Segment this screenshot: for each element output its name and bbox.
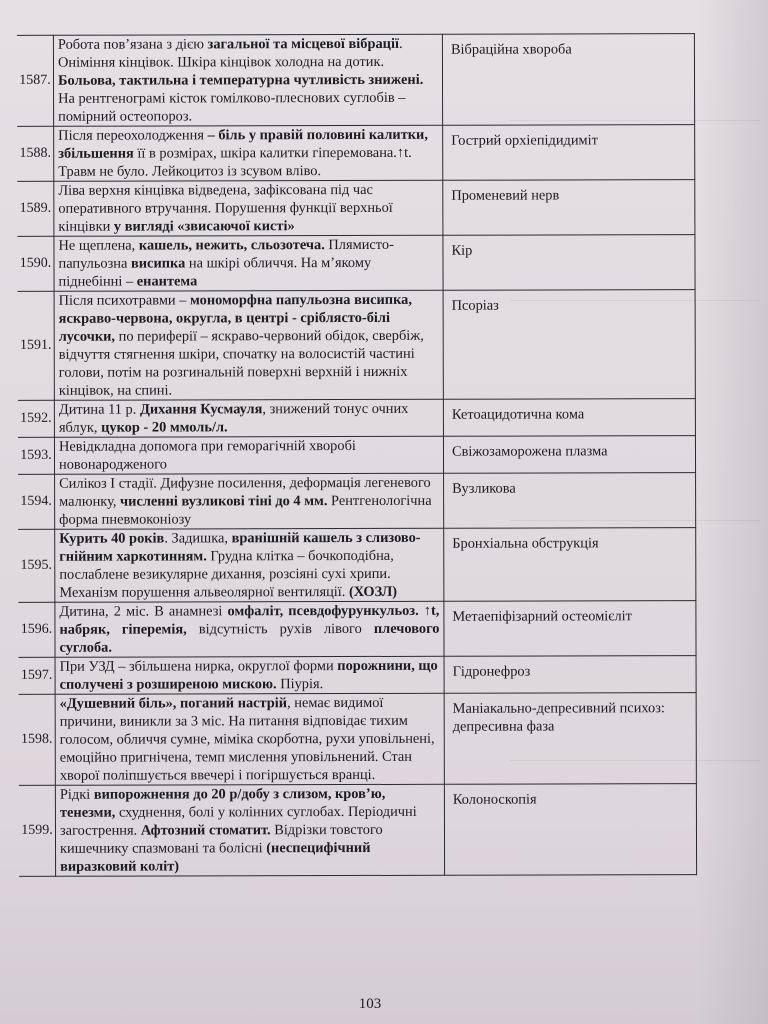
question-fragment: Грудна клітка – бочкоподібна, послаблене везикулярне дихання, розсіяні сухі хрипи. Механізм порушення альвеолярної вентиляції. <box>59 547 394 601</box>
question-emphasis: енантема <box>136 273 198 290</box>
question-emphasis: «Душевний біль», поганий настрій <box>59 695 288 712</box>
answer-text: Бронхіальна обструкція <box>444 528 696 602</box>
question-fragment: Рідкі <box>59 786 94 803</box>
question-text <box>54 436 443 474</box>
question-fragment: Невідкладна допомога при геморагічній хворобі новонародженого <box>58 438 356 473</box>
question-fragment: Після переохолодження <box>58 127 208 144</box>
question-emphasis: Афтозний стоматит. <box>140 822 271 839</box>
question-emphasis: загальної та місцевої вібрації <box>207 35 399 53</box>
question-emphasis: висипка <box>130 255 186 272</box>
table-row <box>17 125 695 182</box>
question-number: 1587. <box>17 35 54 126</box>
question-text <box>55 473 444 529</box>
answer-text: Свіжозаморожена плазма <box>443 436 695 474</box>
question-fragment: Ліва верхня кінцівка відведена, зафіксована під час оперативного втручання. Порушення функції верхньої кінцівки <box>58 181 393 235</box>
question-number: 1588. <box>17 126 54 181</box>
question-number: 1596. <box>18 602 55 657</box>
question-number: 1599. <box>19 785 56 876</box>
question-fragment: Дитина 11 р. <box>58 401 140 418</box>
question-text <box>54 235 443 291</box>
page-number: 103 <box>358 996 382 1012</box>
question-text <box>55 601 444 657</box>
question-text <box>55 784 444 876</box>
question-number: 1598. <box>19 694 56 785</box>
table-row <box>19 784 697 877</box>
question-fragment: . Оніміння кінцівок. Шкіра кінцівок холодна на дотик. <box>57 35 403 71</box>
question-text <box>55 528 444 602</box>
question-number: 1590. <box>17 236 54 291</box>
question-fragment: , немає видимої причини, виникли за 3 міс. На питання відповідає тихим голосом, обличчя сумне, міміка скорботна, рухи уповільнені, емоційно пригнічена, темп мислення уповільнений. Стан хворої поліпшується ввечері і погіршується вранці. <box>59 694 435 784</box>
question-text <box>55 656 444 694</box>
question-number: 1597. <box>19 657 56 694</box>
table-row <box>17 34 695 127</box>
table-row <box>19 656 697 695</box>
question-emphasis: (ХОЗЛ) <box>348 583 398 601</box>
question-fragment: Дитина, 2 міс. В анамнезі <box>59 603 228 620</box>
question-emphasis: плечового суглоба. <box>59 620 440 656</box>
question-fragment: по периферії – яскраво-червоний обідок, свербіж, відчуття стягнення шкіри, спочатку на волосистій частині голови, потім на розгинальній поверхні верхній і нижніх кінцівок, на спині. <box>58 327 424 399</box>
question-number: 1594. <box>18 474 55 529</box>
question-fragment: Рентгенологічна форма пневмоконіозу <box>59 492 432 528</box>
question-text <box>53 34 442 126</box>
table-row <box>18 601 696 658</box>
answer-text: Вібраційна хвороба <box>442 34 694 126</box>
question-emphasis: мономорфна папульозна висипка, яскраво-червона, округла, в центрі - сріблясто-білі лусочки, <box>58 291 412 345</box>
question-emphasis: Больова, тактильна і температурна чутливість знижені. <box>57 71 424 89</box>
answer-text: Метаепіфізарний остеомієліт <box>444 601 696 657</box>
question-text <box>54 180 443 236</box>
question-emphasis: – біль у правій половині калитки, збільшення <box>58 126 428 162</box>
table-row <box>18 473 696 530</box>
table-row <box>17 235 695 292</box>
question-number: 1589. <box>17 181 54 236</box>
answer-text: Колоноскопія <box>444 784 696 876</box>
question-fragment: Після психотравми – <box>58 292 191 309</box>
question-text <box>54 290 443 400</box>
answer-text: Маніакально-депресивний психоз: депресивна фаза <box>444 693 696 785</box>
question-emphasis: ↑t, набряк, гіперемія, <box>59 602 440 638</box>
answer-text: Гідронефроз <box>444 656 696 694</box>
question-fragment: Відрізки товстого кишечнику спазмовані та болісні <box>60 821 383 857</box>
question-text <box>54 125 443 181</box>
question-fragment: відсутність рухів лівого <box>186 620 374 638</box>
question-fragment: При УЗД – збільшена нирка, округлої форми <box>59 658 338 675</box>
question-fragment: її в розмірах, шкіра калитки гіперемована.↑t. Травм не було. Лейкоцитоз із зсувом вліво. <box>58 144 412 180</box>
question-emphasis: кашель, нежить, сльозотеча. <box>138 237 325 254</box>
question-emphasis: Курить 40 років <box>59 530 165 547</box>
question-emphasis: Дихання Кусмауля <box>139 401 263 418</box>
question-emphasis: (неспецифічний виразковий коліт) <box>60 839 371 875</box>
question-emphasis: численні вузликові тіні до 4 мм. <box>120 493 328 510</box>
table-row <box>18 399 696 438</box>
answer-text: Вузликова <box>444 473 696 529</box>
question-number: 1593. <box>18 437 55 474</box>
question-text <box>55 693 444 785</box>
table-row <box>18 528 696 603</box>
question-fragment: Не щеплена, <box>58 237 139 254</box>
table-row <box>18 290 696 401</box>
table-row <box>19 693 697 786</box>
question-fragment: На рентгенограмі кісток гомілково-плеснових суглобів – помірний остеопороз. <box>58 89 406 125</box>
table-row <box>18 436 696 475</box>
question-number: 1595. <box>18 529 55 602</box>
question-fragment: . Задишка, <box>164 530 232 547</box>
question-emphasis: порожнини, що сполучені з розширеною мискою. <box>59 657 438 693</box>
question-emphasis: омфаліт, псевдофурункульоз. <box>227 602 419 620</box>
question-fragment: Плямисто-папульозна <box>58 236 394 272</box>
answer-text: Гострий орхіепідидиміт <box>443 125 695 181</box>
page-shadow <box>698 0 768 1024</box>
question-emphasis: випорожнення до 20 р/добу з слизом, кров’ю, тенезми, <box>59 785 386 821</box>
table-row <box>17 180 695 237</box>
question-fragment: на шкірі обличчя. На м’якому піднебінні – <box>58 254 372 290</box>
question-fragment: схуднення, болі у колінних суглобах. Періодичні загострення. <box>59 803 417 839</box>
question-fragment: Піурія. <box>276 676 324 693</box>
questions-table-body <box>17 34 697 877</box>
question-emphasis: вранішній кашель з слизово-гнійним харкотинням. <box>59 529 421 565</box>
question-text <box>54 399 443 437</box>
answer-text: Кетоацидотична кома <box>443 399 695 437</box>
question-fragment: Робота пов’язана з дією <box>57 36 208 53</box>
question-number: 1592. <box>18 400 55 437</box>
question-emphasis: у вигляді «звисаючої кисті» <box>113 218 295 235</box>
question-fragment: Силікоз І стадії. Дифузне посилення, деформація легеневого малюнку, <box>59 474 431 510</box>
question-emphasis: цукор - 20 ммоль/л. <box>101 419 228 436</box>
questions-table <box>17 33 697 877</box>
answer-text: Кір <box>443 235 695 291</box>
answer-text: Променевий нерв <box>443 180 695 236</box>
question-number: 1591. <box>18 291 55 400</box>
answer-text: Псоріаз <box>443 290 695 400</box>
question-fragment: , знижений тонус очних яблук, <box>58 400 409 436</box>
